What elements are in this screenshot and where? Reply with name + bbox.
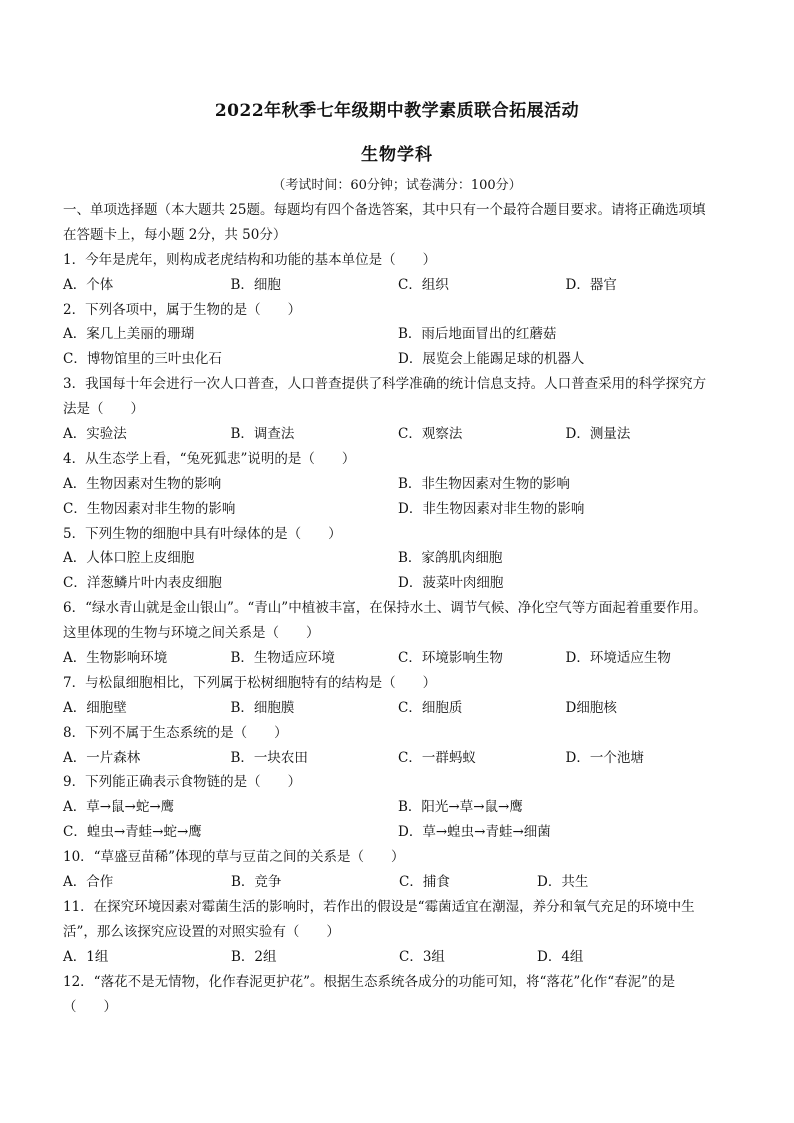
option-a: A．生物因素对生物的影响 [63, 475, 222, 492]
option-c: C．环境影响生物 [398, 650, 503, 667]
option-a: A．细胞壁 [63, 699, 127, 716]
option-b: B．细胞 [230, 276, 281, 293]
option-a: A．个体 [63, 276, 114, 293]
question-8-stem: 8．下列不属于生态系统的是（ ） [63, 724, 288, 741]
question-7-stem: 7．与松鼠细胞相比，下列属于松树细胞特有的结构是（ ） [63, 674, 437, 691]
option-d: D．展览会上能踢足球的机器人 [398, 351, 585, 368]
question-6-options [63, 646, 733, 671]
option-a: A．实验法 [63, 426, 127, 443]
question-11-stem: 11．在探究环境因素对霉菌生活的影响时，若作出的假设是“霉菌适宜在潮湿，养分和氧气充足的环境中生 [63, 898, 695, 915]
option-d: D细胞核 [565, 699, 617, 716]
question-5-stem: 5．下列生物的细胞中具有叶绿体的是（ ） [63, 525, 342, 542]
option-b: B．阳光→草→鼠→鹰 [398, 799, 523, 816]
option-d: D．非生物因素对非生物的影响 [398, 500, 585, 517]
option-b: B．雨后地面冒出的红蘑菇 [398, 326, 557, 343]
option-b: B．2组 [231, 948, 277, 965]
question-2-stem: 2．下列各项中，属于生物的是（ ） [63, 301, 302, 318]
option-a: A．人体口腔上皮细胞 [63, 550, 195, 567]
question-11-options [63, 945, 733, 970]
option-c: C．生物因素对非生物的影响 [63, 500, 236, 517]
question-1-stem: 1．今年是虎年，则构成老虎结构和功能的基本单位是（ ） [63, 251, 437, 268]
option-a: A．合作 [63, 874, 114, 891]
option-b: B．家鸽肌肉细胞 [398, 550, 503, 567]
option-c: C．一群蚂蚁 [398, 749, 476, 766]
option-d: D．一个池塘 [565, 749, 644, 766]
question-9-options-row1 [63, 795, 733, 820]
question-5-options-row1 [63, 546, 733, 571]
question-list [63, 198, 733, 1019]
option-b: B．调查法 [230, 426, 295, 443]
option-d: D．器官 [565, 276, 617, 293]
question-2-options-row1 [63, 322, 733, 347]
option-b: B．细胞膜 [230, 699, 295, 716]
option-d: D．草→蝗虫→青蛙→细菌 [398, 824, 551, 841]
option-c: C．组织 [398, 276, 449, 293]
question-9-stem: 9．下列能正确表示食物链的是（ ） [63, 774, 302, 791]
option-c: C．捕食 [399, 874, 450, 891]
option-b: B．一块农田 [230, 749, 308, 766]
option-d: D．测量法 [565, 426, 631, 443]
option-c: C．3组 [399, 948, 445, 965]
option-c: C．洋葱鳞片叶内表皮细胞 [63, 575, 222, 592]
question-7-options [63, 696, 733, 721]
question-10-stem: 10．“草盛豆苗稀”体现的草与豆苗之间的关系是（ ） [63, 849, 405, 866]
subject-title: 生物学科 [361, 145, 433, 165]
question-12-stem: 12．“落花不是无情物，化作春泥更护花”。根据生态系统各成分的功能可知，将“落花”化作“春泥”的是 [63, 973, 676, 990]
question-4-options-row2 [63, 497, 733, 522]
exam-title: 2022年秋季七年级期中教学素质联合拓展活动 [214, 101, 580, 121]
exam-info: （考试时间：60分钟；试卷满分：100分） [272, 178, 522, 193]
question-4-stem: 4．从生态学上看，“兔死狐悲”说明的是（ ） [63, 450, 356, 467]
question-12-stem-continued: （ ） [63, 998, 117, 1015]
option-d: D．4组 [537, 948, 584, 965]
question-11-stem-continued: 活”，那么该探究应设置的对照实验有（ ） [63, 923, 340, 940]
option-a: A．案几上美丽的珊瑚 [63, 326, 195, 343]
option-a: A．一片森林 [63, 749, 141, 766]
question-6-stem-continued: 这里体现的生物与环境之间关系是（ ） [63, 625, 320, 642]
section-heading: 一、单项选择题（本大题共 25题。每题均有四个备选答案，其中只有一个最符合题目要求。请将正确选项填 [63, 202, 706, 218]
question-3-options [63, 422, 733, 447]
option-a: A．1组 [63, 948, 109, 965]
option-b: B．竞争 [231, 874, 282, 891]
question-4-options-row1 [63, 472, 733, 497]
option-c: C．观察法 [398, 426, 463, 443]
option-d: D．环境适应生物 [565, 650, 671, 667]
question-6-stem: 6．“绿水青山就是金山银山”。“青山”中植被丰富，在保持水土、调节气候、净化空气等方面起着重要作用。 [63, 600, 707, 617]
option-c: C．博物馆里的三叶虫化石 [63, 351, 222, 368]
option-a: A．生物影响环境 [63, 650, 168, 667]
question-5-options-row2 [63, 571, 733, 596]
question-10-options [63, 870, 733, 895]
option-c: C．蝗虫→青蛙→蛇→鹰 [63, 824, 202, 841]
option-b: B．非生物因素对生物的影响 [398, 475, 570, 492]
option-a: A．草→鼠→蛇→鹰 [63, 799, 175, 816]
question-9-options-row2 [63, 820, 733, 845]
section-heading-continued: 在答题卡上，每小题 2分，共 50分） [63, 226, 287, 243]
question-2-options-row2 [63, 347, 733, 372]
question-3-stem-continued: 法是（ ） [63, 401, 144, 418]
question-3-stem: 3．我国每十年会进行一次人口普查，人口普查提供了科学准确的统计信息支持。人口普查采用的科学探究方 [63, 376, 707, 393]
option-d: D．菠菜叶肉细胞 [398, 575, 504, 592]
option-c: C．细胞质 [398, 699, 463, 716]
option-d: D．共生 [537, 874, 589, 891]
question-1-options [63, 273, 733, 298]
option-b: B．生物适应环境 [230, 650, 335, 667]
question-8-options [63, 746, 733, 771]
